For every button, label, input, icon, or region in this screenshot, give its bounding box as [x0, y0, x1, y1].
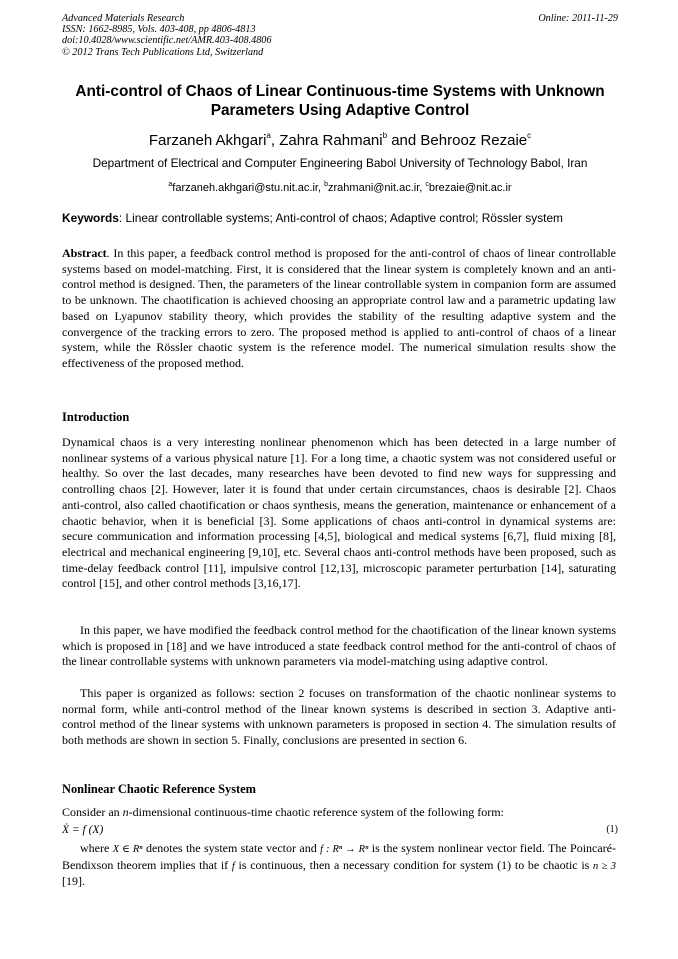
introduction-paragraph-2: In this paper, we have modified the feedback control method for the chaotification of the linear known systems which is proposed in [18] and we have introduced a state feedback control method for the anti-control of chaos of the linear controllable systems with unknown parameters via model-matching using adaptive control.	[62, 623, 616, 669]
reference-system-heading: Nonlinear Chaotic Reference System	[62, 782, 256, 796]
email-link[interactable]: farzaneh.akhgari@stu.nit.ac.ir,	[172, 182, 325, 194]
math-inline: f	[231, 860, 235, 872]
text-run: -dimensional continuous-time chaotic reference system of the following form:	[128, 805, 504, 819]
email-link[interactable]: zrahmani@nit.ac.ir,	[328, 182, 426, 194]
email-mark: a	[168, 181, 173, 188]
author-affiliation-mark: c	[527, 131, 532, 140]
keywords	[62, 211, 618, 226]
math-symbol: n	[122, 805, 129, 819]
author-list	[62, 127, 618, 150]
text-run: is continuous, then a necessary condition for system (1) to be chaotic is	[234, 857, 594, 872]
abstract-label: Abstract	[62, 246, 107, 260]
abstract	[62, 246, 616, 372]
introduction-paragraph-1: Dynamical chaos is a very interesting nonlinear phenomenon which has been detected in a large number of nonlinear systems of a various physical nature [1]. For a long time, a chaotic system was not considered useful or healthy. So over the last decades, many researches have been devoted to find new ways for suppressing and controlling chaos [2]. However, later it is found that under certain circumstances, chaos is desirable [2]. Chaos anti-control, also called chaotification or chaos synthesis, means the generation, maintenance or enhancement of a chaotic behavior, when it is beneficial [3]. Some applications of chaos anti-control in dynamical systems are: secure communication and information processing [4,5], biological and medical systems [6,7], fluid mixing [8], electrical and mechanical engineering [9,10], etc. Several chaos anti-control methods have been proposed, such as time-delay feedback control [11], impulsive control [12,13], microscopic parameter perturbation [14], saturating control [15], and other control methods [3,16,17].	[62, 435, 616, 591]
math-inline: X ∈ Rⁿ	[112, 844, 143, 855]
online-date: Online: 2011-11-29	[538, 13, 618, 24]
reference-system-paragraph-2	[62, 841, 616, 890]
email-link[interactable]: brezaie@nit.ac.ir	[428, 182, 512, 194]
equation-number: (1)	[606, 824, 618, 835]
text-run: Consider an	[62, 805, 123, 819]
journal-copyright: © 2012 Trans Tech Publications Ltd, Switzerland	[62, 46, 264, 58]
author-name: Behrooz Rezaie	[420, 132, 528, 149]
text-run: is the system nonlinear vector field. The Poincaré-Bendixson theorem implies that if	[62, 841, 616, 872]
journal-issn: ISSN: 1662-8985, Vols. 403-408, pp 4806-4813	[62, 24, 256, 36]
equation-body: Ẋ = f (X)	[62, 824, 104, 836]
equation-1	[62, 823, 618, 837]
author-affiliation-mark: a	[266, 131, 271, 140]
keywords-label: Keywords	[62, 211, 119, 225]
introduction-paragraph-3: This paper is organized as follows: section 2 focuses on transformation of the chaotic nonlinear systems to normal form, while anti-control method of the linear known systems is described in section 3. Adaptive anti-control method of the linear systems with unknown parameters is proposed in section 4. The simulation results of both methods are shown in section 5. Finally, conclusions are presented in section 6.	[62, 686, 616, 748]
author-emails	[62, 178, 618, 195]
introduction-heading: Introduction	[62, 410, 130, 424]
text-run: denotes the system state vector and	[142, 841, 321, 855]
text-run: [19].	[62, 874, 85, 889]
reference-system-paragraph-1	[62, 805, 616, 821]
author-name: Farzaneh Akhgari	[148, 132, 267, 149]
journal-name: Advanced Materials Research	[62, 13, 185, 24]
author-separator: and	[387, 132, 421, 149]
journal-doi: doi:10.4028/www.scientific.net/AMR.403-408.4806	[62, 35, 272, 47]
email-mark: c	[425, 181, 429, 188]
email-mark: b	[324, 181, 329, 188]
affiliation: Department of Electrical and Computer Engineering Babol University of Technology Babol, Iran	[92, 156, 588, 170]
text-run: where	[80, 841, 113, 855]
math-inline: n ≥ 3	[593, 860, 616, 872]
abstract-text: . In this paper, a feedback control method is proposed for the anti-control of chaos of linear controllable systems based on model-matching. First, it is considered that the linear system is completely known and an anti-control method is designed. Then, the parameters of the linear controllable system in companion form are assumed to be unknown. The chaotification is achieved choosing an appropriate control law and a parametric updating law based on Lyapunov stability theory, which provides the stability of the resulting adaptive system and the convergence of the tracking errors to zero. The proposed method is applied to anti-control of chaos of a linear system, while the Rössler chaotic system is the reference model. The numerical simulation results show the effectiveness of the proposed method.	[62, 246, 616, 370]
journal-header	[62, 13, 618, 58]
keywords-text: : Linear controllable systems; Anti-control of chaos; Adaptive control; Rössler system	[118, 211, 563, 225]
author-affiliation-mark: b	[382, 131, 388, 140]
author-name: Zahra Rahmani	[279, 132, 383, 149]
author-separator: ,	[270, 132, 280, 149]
math-inline: f : Rⁿ → Rⁿ	[320, 844, 369, 855]
paper-title: Anti-control of Chaos of Linear Continuous-time Systems with Unknown Parameters Using Adaptive Control	[75, 83, 605, 119]
